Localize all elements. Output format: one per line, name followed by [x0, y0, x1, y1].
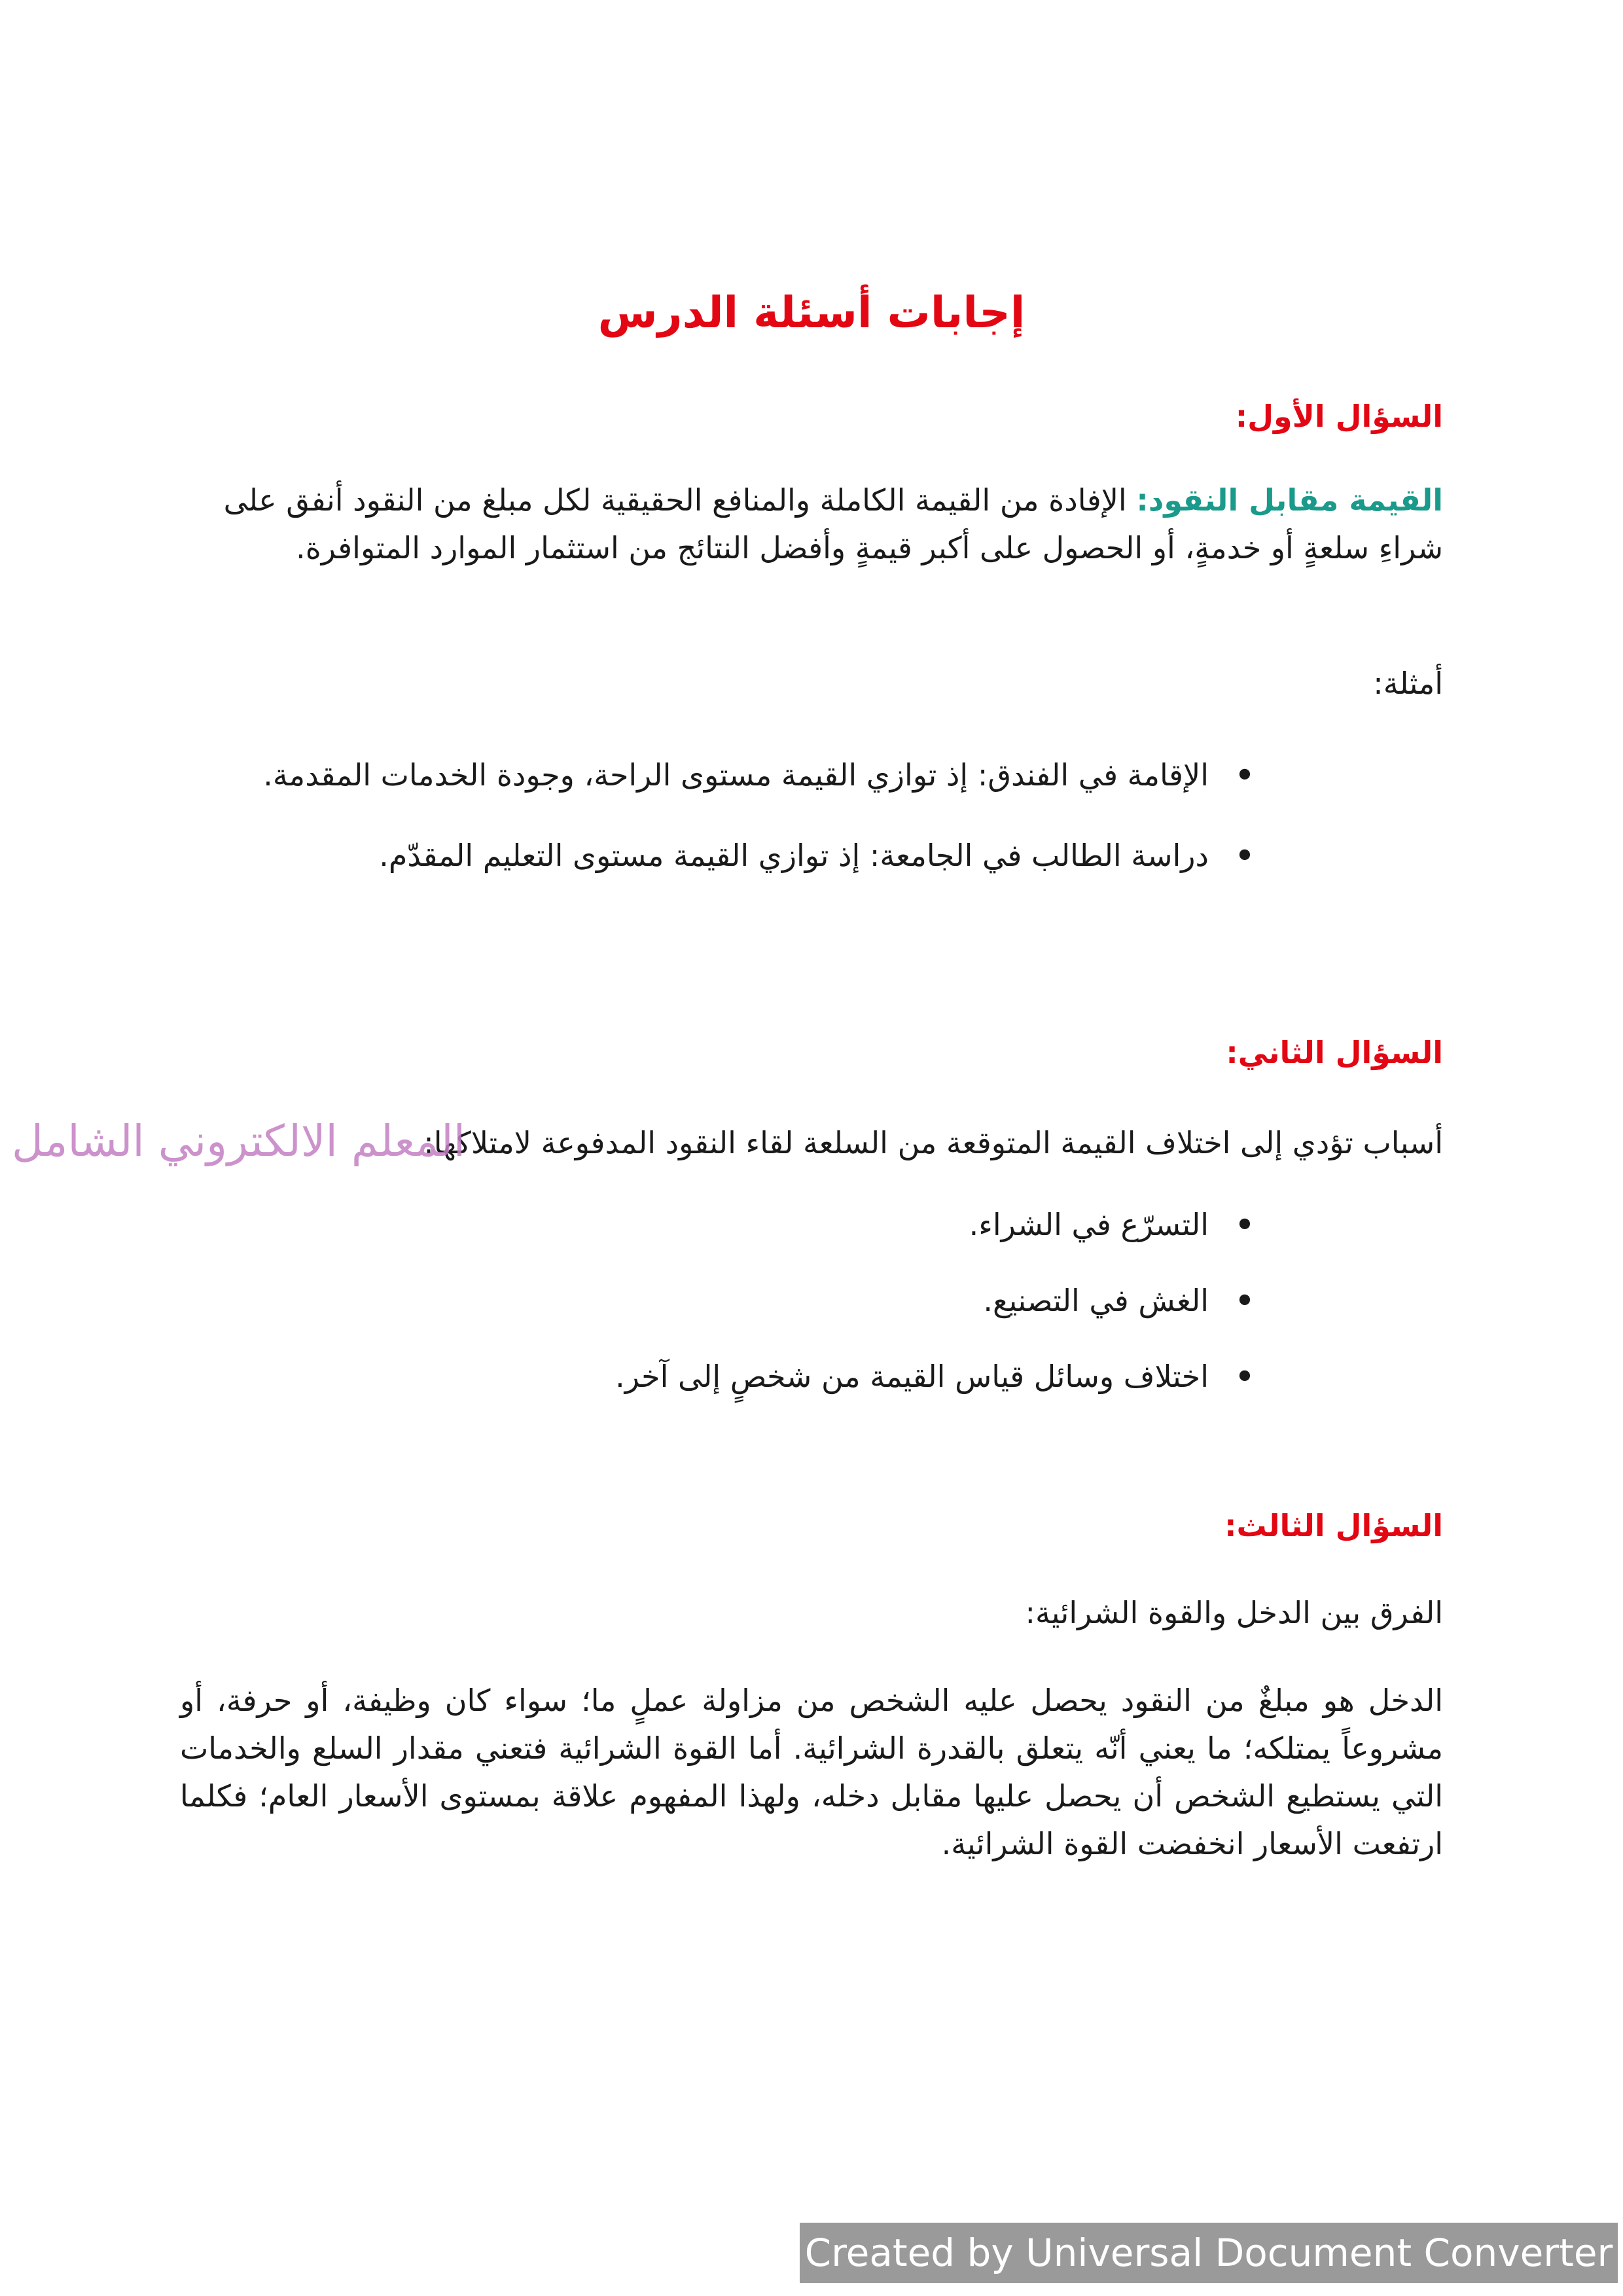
q1-examples-list [180, 751, 1443, 880]
q1-definition-paragraph [180, 476, 1443, 572]
list-item [180, 1353, 1443, 1401]
q2-intro: أسباب تؤدي إلى اختلاف القيمة المتوقعة من السلعة لقاء النقود المدفوعة لامتلاكها: [423, 1125, 1443, 1160]
q1-heading-text: السؤال الأول: [1235, 399, 1443, 434]
q3-body: الدخل هو مبلغٌ من النقود يحصل عليه الشخص من مزاولة عملٍ ما؛ سواء كان وظيفة، أو حرفة، أو مشروعاً يمتلكه؛ ما يعني أنّه يتعلق بالقدرة الشرائية. أما القوة الشرائية فتعني مقدار السلع والخدمات التي يستطيع الشخص أن يحصل عليها مقابل دخله، ولهذا المفهوم علاقة بمستوى الأسعار العام؛ فكلما ارتفعت الأسعار انخفضت القوة الشرائية. [180, 1683, 1443, 1861]
list-item [180, 1201, 1443, 1249]
q2-item-1: التسرّع في الشراء. [969, 1207, 1209, 1242]
q2-item-3: اختلاف وسائل قياس القيمة من شخصٍ إلى آخر. [615, 1359, 1209, 1394]
bullet-icon: • [1235, 757, 1255, 793]
q2-heading [180, 1029, 1443, 1077]
q1-example-1: الإقامة في الفندق: إذ توازي القيمة مستوى الراحة، وجودة الخدمات المقدمة. [263, 757, 1209, 793]
q1-definition: الإفادة من القيمة الكاملة والمنافع الحقيقية لكل مبلغ من النقود أنفق على شراءِ سلعةٍ أو خدمةٍ، أو الحصول على أكبر قيمةٍ وأفضل النتائج من استثمار الموارد المتوافرة. [223, 482, 1443, 565]
bullet-icon: • [1235, 1359, 1255, 1394]
q2-heading-text: السؤال الثاني: [1226, 1035, 1443, 1070]
converter-banner: Created by Universal Document Converter [800, 2223, 1618, 2283]
q3-heading-text: السؤال الثالث: [1224, 1508, 1443, 1543]
bullet-icon: • [1235, 1283, 1255, 1318]
q2-list [180, 1201, 1443, 1401]
bullet-icon: • [1235, 1207, 1255, 1242]
bullet-icon: • [1235, 838, 1255, 873]
page-title: إجابات أسئلة الدرس [597, 287, 1026, 338]
q1-example-2: دراسة الطالب في الجامعة: إذ توازي القيمة مستوى التعليم المقدّم. [379, 838, 1209, 873]
q1-heading [180, 393, 1443, 440]
list-item [180, 832, 1443, 880]
q3-heading [180, 1502, 1443, 1550]
list-item [180, 1277, 1443, 1325]
watermark: المعلم الالكتروني الشامل [12, 1116, 466, 1166]
q1-examples-label: أمثلة: [1373, 666, 1443, 701]
q3-intro: الفرق بين الدخل والقوة الشرائية: [1025, 1595, 1443, 1630]
list-item [180, 751, 1443, 799]
q1-term: القيمة مقابل النقود: [1136, 482, 1443, 518]
q2-item-2: الغش في التصنيع. [983, 1283, 1209, 1318]
